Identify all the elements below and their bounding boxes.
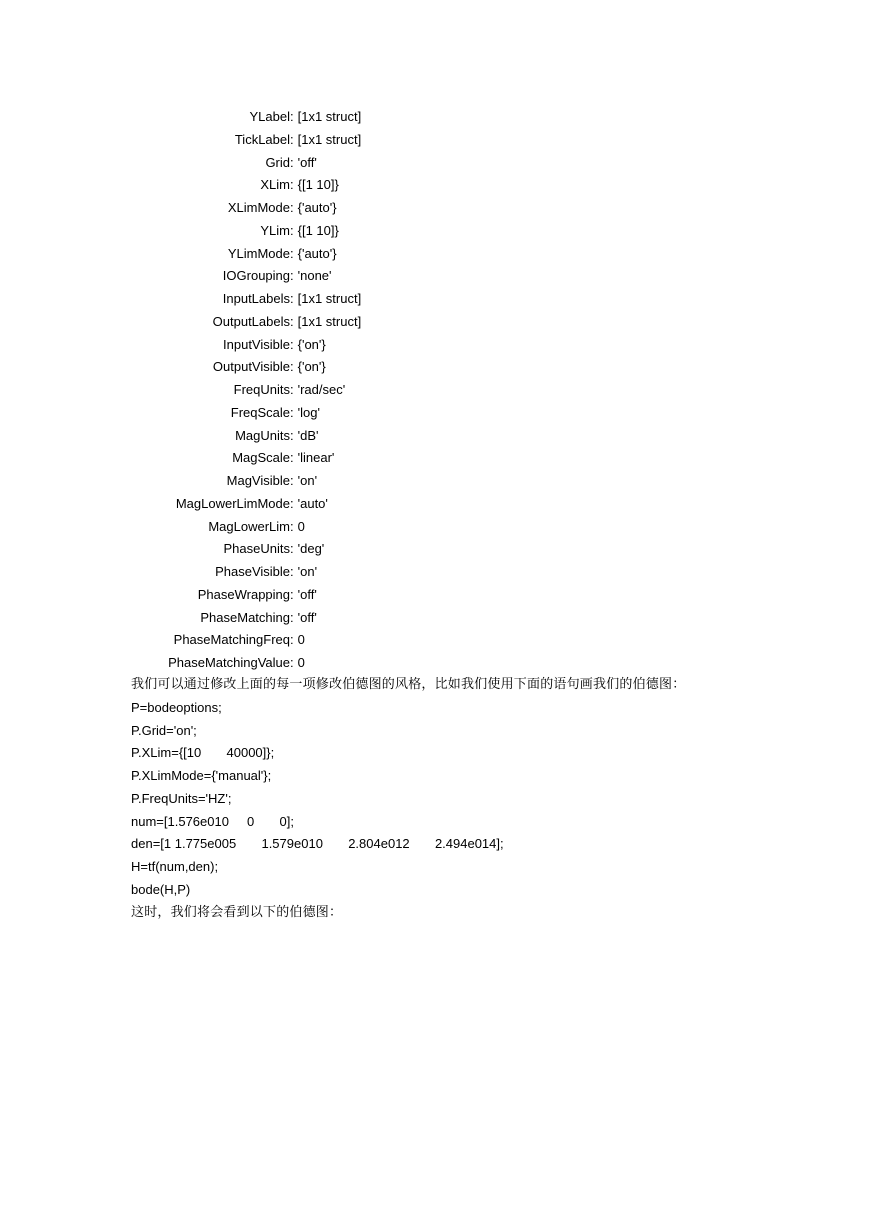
property-row [0,379,869,402]
property-colon: : [290,518,294,534]
property-value: {'auto'} [297,200,337,215]
property-value: {'auto'} [297,245,337,261]
property-value: 'rad/sec' [297,382,346,397]
property-value: 'log' [297,404,320,420]
property-row [0,197,869,220]
property-row [0,106,869,129]
property-colon: : [290,609,294,625]
property-value: [1x1 struct] [297,313,362,329]
property-row [0,220,869,243]
intro-paragraph: 我们可以通过修改上面的每一项修改伯德图的风格，比如我们使用下面的语句画我们的伯德图： [131,677,686,692]
property-name: MagVisible [226,473,290,488]
property-row [0,470,869,493]
property-value: 'auto' [297,495,328,511]
property-row [0,584,869,607]
property-row [0,265,869,288]
code-line: P=bodeoptions; [131,699,222,715]
property-row [0,129,869,152]
property-name: FreqUnits [233,382,290,397]
property-row [0,243,869,266]
property-row [0,538,869,561]
property-colon: : [290,131,294,147]
property-name: IOGrouping [222,268,290,284]
code-line: bode(H,P) [131,881,191,897]
property-colon: : [290,222,294,238]
property-colon: : [290,427,294,443]
code-line: H=tf(num,den); [131,859,219,874]
property-colon: : [290,336,294,352]
property-colon: : [290,109,294,124]
property-colon: : [290,450,294,466]
outro-paragraph: 这时，我们将会看到以下的伯德图： [131,904,343,920]
property-colon: : [290,200,294,215]
property-colon: : [290,655,294,670]
property-row [0,493,869,516]
property-value: {[1 10]} [297,222,339,238]
property-name: Grid [265,154,290,170]
property-name: OutputLabels [212,313,290,329]
property-colon: : [290,541,294,557]
property-value: 'off' [297,609,317,625]
property-value: [1x1 struct] [297,131,362,147]
property-value: 'on' [297,473,318,488]
property-value: 0 [297,655,305,670]
property-name: InputVisible [223,336,290,352]
property-name: MagUnits [235,427,290,443]
property-name: OutputVisible [212,359,290,375]
property-row [0,288,869,311]
property-row [0,311,869,334]
property-name: PhaseUnits [223,541,290,557]
bode-options-property-list [0,106,869,675]
code-line: num=[1.576e010 0 0]; [131,813,294,829]
property-row [0,652,869,675]
property-row [0,447,869,470]
property-name: InputLabels [222,291,290,306]
property-value: [1x1 struct] [297,109,362,124]
property-value: 'off' [297,154,317,170]
property-colon: : [290,154,294,170]
code-line: den=[1 1.775e005 1.579e010 2.804e012 2.494e014]; [131,836,504,852]
property-name: PhaseMatchingValue [168,655,290,670]
property-name: XLim [260,177,290,193]
property-value: {'on'} [297,359,326,375]
property-row [0,561,869,584]
code-block [131,697,831,902]
code-line: P.XLimMode={'manual'}; [131,768,272,783]
property-colon: : [290,291,294,306]
property-colon: : [290,404,294,420]
property-colon: : [290,632,294,648]
code-line: P.Grid='on'; [131,722,197,738]
property-colon: : [290,586,294,602]
property-row [0,174,869,197]
property-colon: : [290,313,294,329]
property-name: PhaseMatching [200,609,290,625]
property-colon: : [290,495,294,511]
property-value: 0 [297,518,305,534]
property-name: XLimMode [227,200,290,215]
property-name: PhaseVisible [215,564,290,579]
property-value: 0 [297,632,305,648]
property-value: {[1 10]} [297,177,339,193]
property-colon: : [290,245,294,261]
property-colon: : [290,359,294,375]
document-body [131,674,831,924]
property-value: 'off' [297,586,317,602]
property-value: 'linear' [297,450,335,466]
property-row [0,356,869,379]
code-line: P.XLim={[10 40000]}; [131,745,275,761]
property-colon: : [290,382,294,397]
code-line: P.FreqUnits='HZ'; [131,790,232,806]
property-value: 'dB' [297,427,319,443]
property-row [0,152,869,175]
property-name: YLimMode [227,245,290,261]
property-colon: : [290,268,294,284]
property-value: 'deg' [297,541,325,557]
property-value: {'on'} [297,336,326,352]
property-name: FreqScale [230,404,290,420]
property-value: 'none' [297,268,332,284]
property-row [0,607,869,630]
property-colon: : [290,177,294,193]
property-colon: : [290,473,294,488]
property-name: YLim [260,222,290,238]
property-name: TickLabel [234,131,290,147]
property-row [0,516,869,539]
property-name: MagScale [232,450,290,466]
property-name: PhaseWrapping [197,586,290,602]
property-name: MagLowerLimMode [175,495,290,511]
property-value: 'on' [297,564,318,579]
property-value: [1x1 struct] [297,291,362,306]
property-colon: : [290,564,294,579]
property-name: YLabel [249,109,290,124]
property-name: PhaseMatchingFreq [173,632,290,648]
property-row [0,334,869,357]
property-row [0,425,869,448]
property-row [0,402,869,425]
property-row [0,629,869,652]
property-name: MagLowerLim [208,518,290,534]
